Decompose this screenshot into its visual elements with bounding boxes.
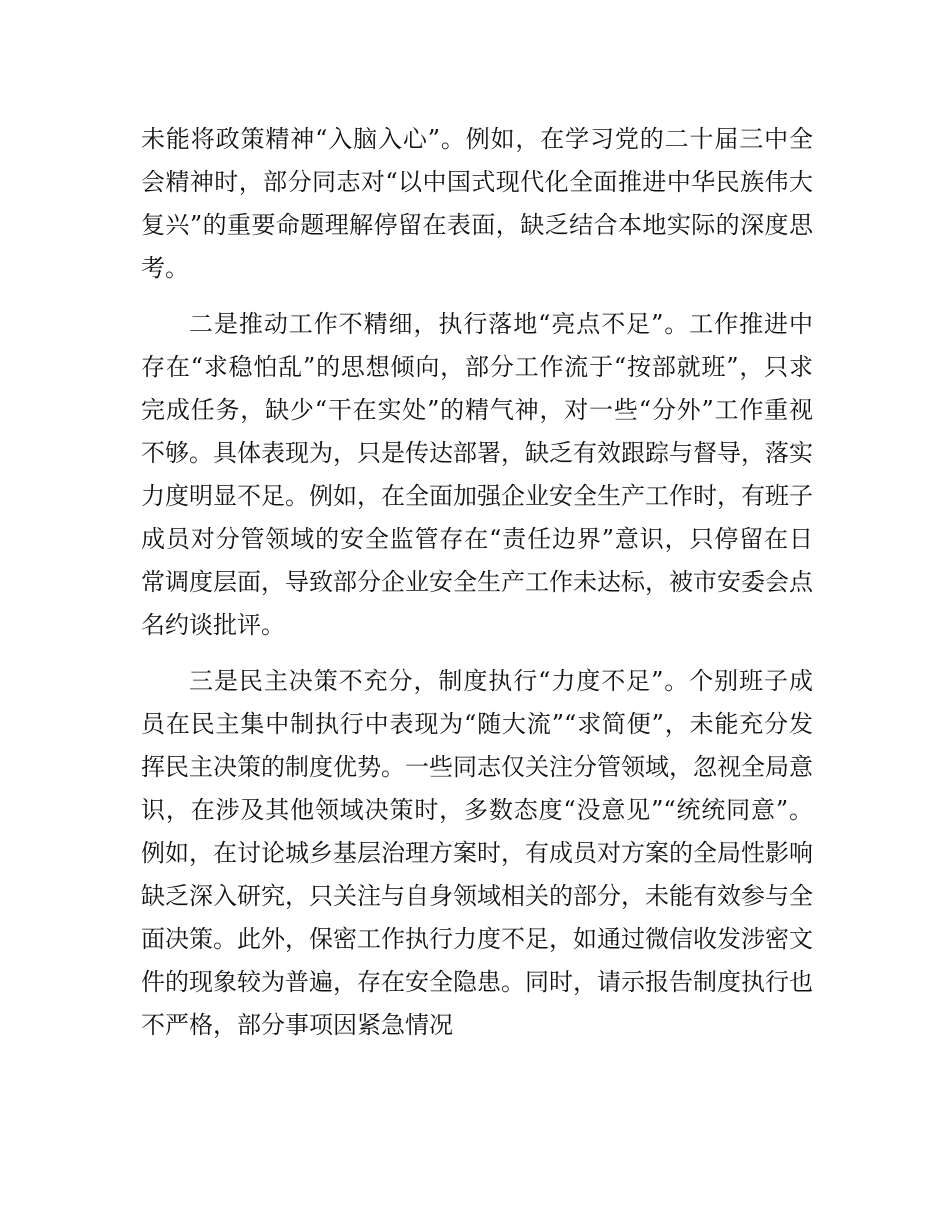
paragraph-continuation: 未能将政策精神“入脑入心”。例如，在学习党的二十届三中全会精神时，部分同志对“以中国式现代化全面推进中华民族伟大复兴”的重要命题理解停留在表面，缺乏结合本地实际的深度思考。 (141, 125, 813, 282)
paragraph-item-two: 二是推动工作不精细，执行落地“亮点不足”。工作推进中存在“求稳怕乱”的思想倾向，部分工作流于“按部就班”，只求完成任务，缺少“干在实处”的精气神，对一些“分外”工作重视不够。具体表现为，只是传达部署，缺乏有效跟踪与督导，落实力度明显不足。例如，在全面加强企业安全生产工作时，有班子成员对分管领域的安全监管存在“责任边界”意识，只停留在日常调度层面，导致部分企业安全生产工作未达标，被市安委会点名约谈批评。 (141, 310, 813, 639)
document-body (141, 118, 813, 1060)
paragraph-item-three: 三是民主决策不充分，制度执行“力度不足”。个别班子成员在民主集中制执行中表现为“随大流”“求简便”，未能充分发挥民主决策的制度优势。一些同志仅关注分管领域，忽视全局意识，在涉及其他领域决策时，多数态度“没意见”“统统同意”。例如，在讨论城乡基层治理方案时，有成员对方案的全局性影响缺乏深入研究，只关注与自身领域相关的部分，未能有效参与全面决策。此外，保密工作执行力度不足，如通过微信收发涉密文件的现象较为普遍，存在安全隐患。同时，请示报告制度执行也不严格，部分事项因紧急情况 (141, 667, 813, 1039)
